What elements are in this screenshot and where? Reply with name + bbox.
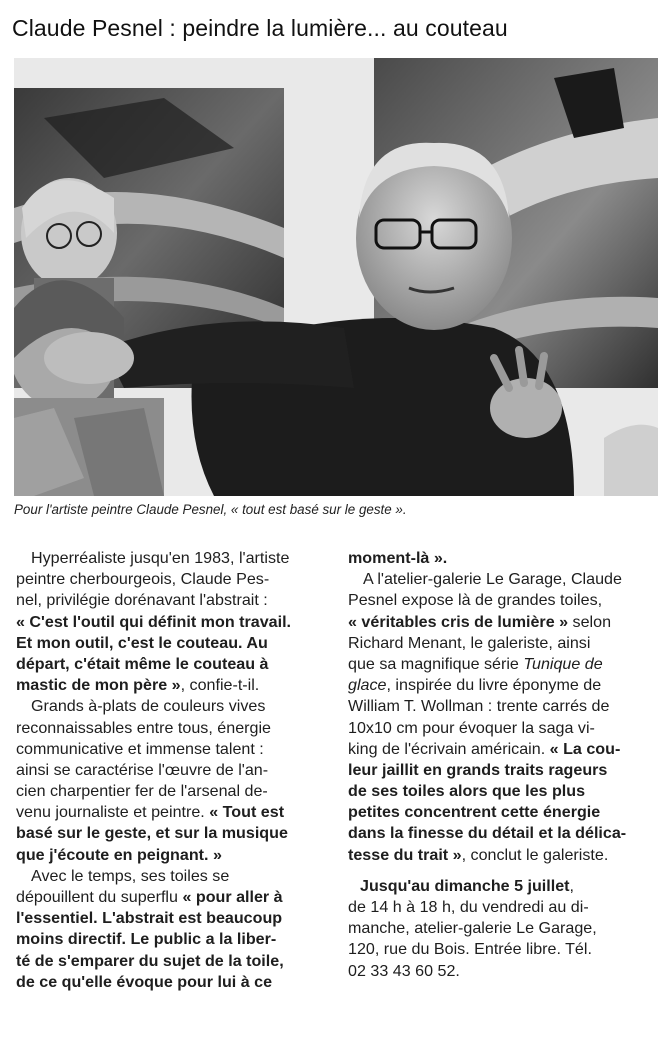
quote-line: dans la finesse du détail et la délica- — [348, 824, 627, 843]
event-phone: 02 33 43 60 52. — [348, 961, 460, 980]
text-line — [16, 887, 326, 908]
headline: Claude Pesnel : peindre la lumière... au couteau — [12, 15, 508, 41]
text-line — [348, 675, 658, 696]
text-line: 10x10 cm pour évoquer la saga vi- — [348, 718, 595, 737]
quote-text: « véritables cris de lumière » — [348, 612, 569, 631]
text-line — [348, 654, 658, 675]
text-span: que sa magnifique série — [348, 654, 524, 673]
quote-line: « C'est l'outil qui définit mon travail. — [16, 612, 292, 631]
text-line: ainsi se caractérise l'œuvre de l'an- — [16, 760, 269, 779]
series-title: glace — [348, 676, 387, 695]
quote-line: té de s'emparer du sujet de la toile, — [16, 951, 284, 970]
quote-line: de ses toiles alors que les plus — [348, 782, 586, 801]
quote-line: moment-là ». — [348, 549, 448, 567]
text-line — [348, 845, 658, 866]
event-dates-line — [348, 876, 658, 897]
quote-line: petites concentrent cette énergie — [348, 803, 601, 822]
quote-line: l'essentiel. L'abstrait est beaucoup — [16, 909, 283, 928]
quote-text: « La cou- — [549, 739, 621, 758]
text-line: Grands à-plats de couleurs vives — [31, 697, 266, 716]
quote-line: de ce qu'elle évoque pour lui à ce — [16, 972, 273, 991]
series-title: Tunique de — [523, 654, 603, 673]
article-column-left — [16, 548, 326, 993]
text-line: cien charpentier fer de l'arsenal de- — [16, 782, 268, 801]
event-dates: Jusqu'au dimanche 5 juillet — [360, 876, 570, 895]
event-info-line: manche, atelier-galerie Le Garage, — [348, 919, 597, 938]
paragraph-gap — [348, 866, 658, 876]
article-photo — [14, 58, 658, 496]
text-span: , conclut le galeriste. — [461, 845, 609, 864]
quote-line: Et mon outil, c'est le couteau. Au — [16, 633, 268, 652]
quote-text: tesse du trait » — [348, 845, 462, 864]
text-line: A l'atelier-galerie Le Garage, Claude — [363, 570, 622, 589]
text-span: dépouillent du superflu — [16, 888, 183, 906]
quote-text: mastic de mon père » — [16, 676, 181, 695]
text-line: peintre cherbourgeois, Claude Pes- — [16, 570, 270, 589]
text-span: selon — [568, 612, 612, 631]
text-line: reconnaissables entre tous, énergie — [16, 718, 271, 737]
text-line: Hyperréaliste jusqu'en 1983, l'artiste — [31, 549, 290, 567]
text-line — [16, 802, 326, 823]
quote-text: « Tout est — [209, 803, 285, 822]
text-line — [16, 675, 326, 696]
text-line: nel, privilégie dorénavant l'abstrait : — [16, 591, 268, 610]
text-line — [348, 739, 658, 760]
text-span: , inspirée du livre éponyme de — [386, 676, 602, 695]
text-span: king de l'écrivain américain. — [348, 739, 550, 758]
text-line: Richard Menant, le galeriste, ainsi — [348, 633, 591, 652]
text-line — [348, 612, 658, 633]
quote-line: moins directif. Le public a la liber- — [16, 930, 277, 949]
photo-caption: Pour l'artiste peintre Claude Pesnel, « tout est basé sur le geste ». — [14, 502, 407, 517]
quote-text: « pour aller à — [182, 888, 283, 906]
quote-line: basé sur le geste, et sur la musique — [16, 824, 288, 843]
text-line: Avec le temps, ses toiles se — [31, 866, 230, 885]
event-info-line: de 14 h à 18 h, du vendredi au di- — [348, 898, 589, 916]
quote-line: leur jaillit en grands traits rageurs — [348, 760, 608, 779]
text-span: , confie-t-il. — [180, 676, 260, 695]
quote-line: départ, c'était même le couteau à — [16, 654, 269, 673]
text-line: communicative et immense talent : — [16, 739, 264, 758]
event-info-line: 120, rue du Bois. Entrée libre. Tél. — [348, 940, 592, 959]
article-column-right — [348, 548, 658, 982]
text-span: venu journaliste et peintre. — [16, 803, 210, 822]
text-line: Pesnel expose là de grandes toiles, — [348, 591, 603, 610]
text-span: , — [569, 876, 575, 895]
quote-line: que j'écoute en peignant. » — [16, 845, 222, 864]
text-line: William T. Wollman : trente carrés de — [348, 697, 610, 716]
